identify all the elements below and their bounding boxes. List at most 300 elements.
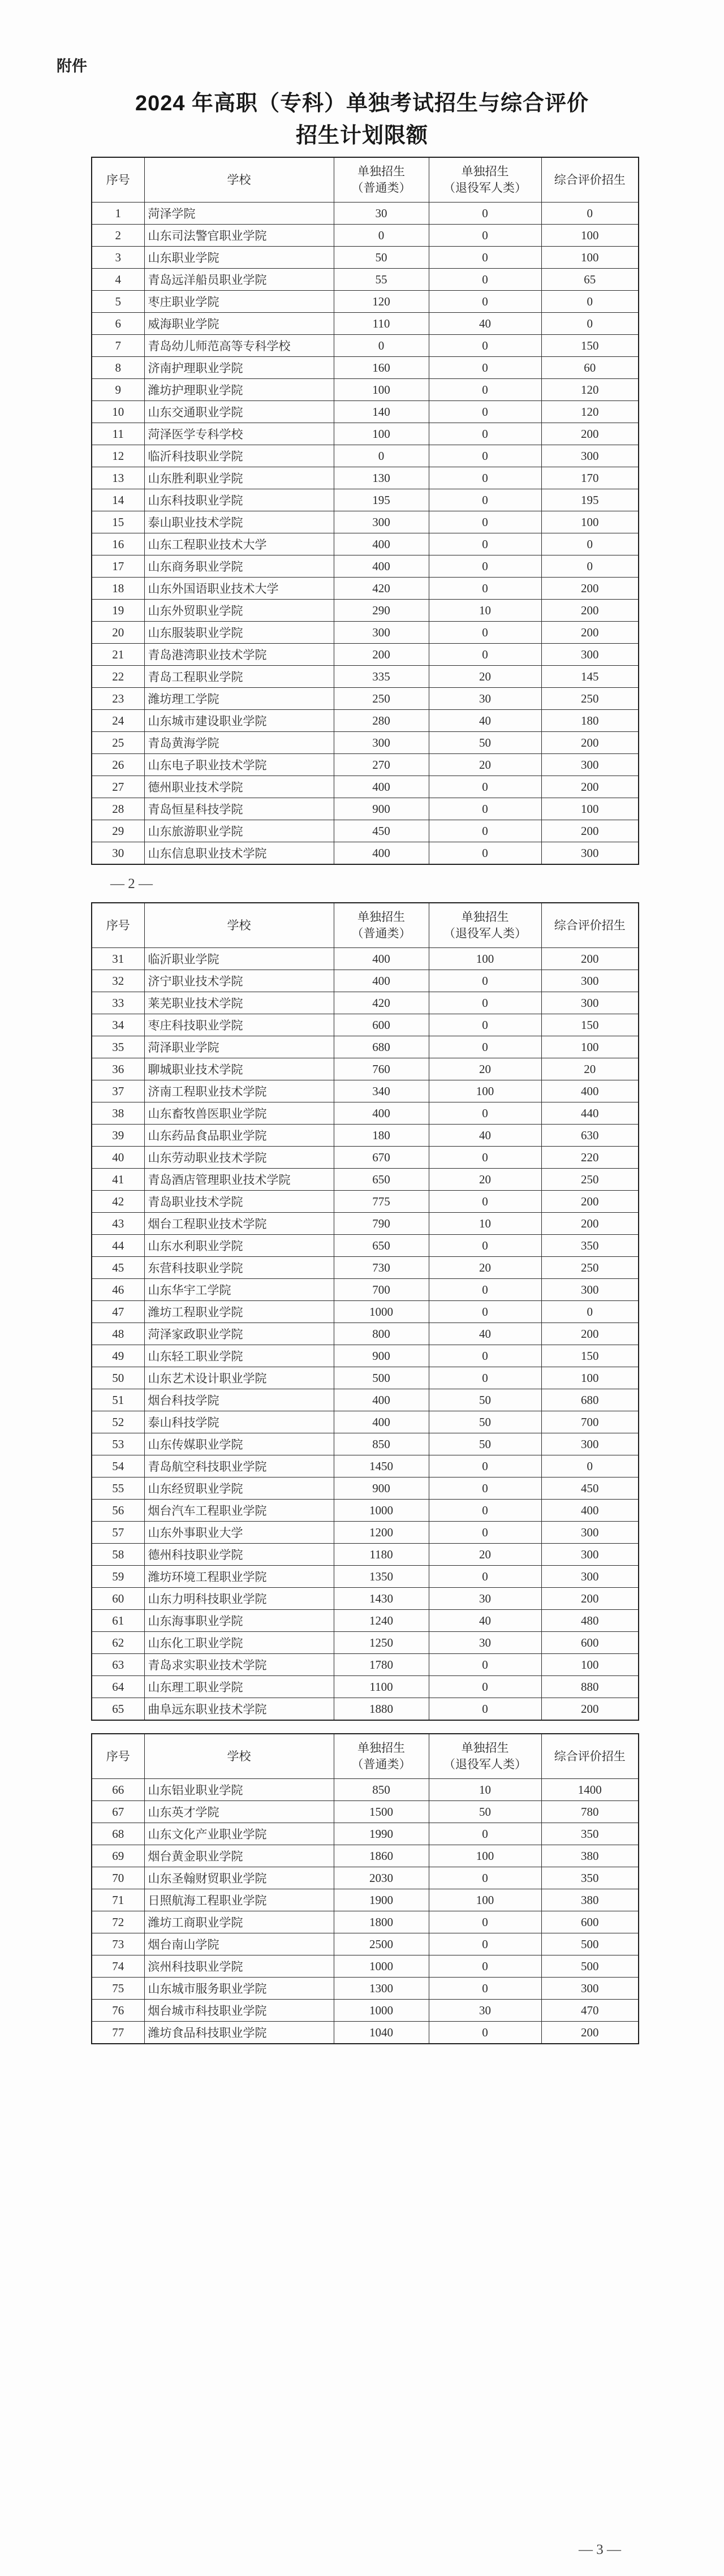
separate-general-cell: 1430	[334, 1588, 429, 1610]
separate-general-cell: 195	[334, 489, 429, 511]
school-name-cell: 山东文化产业职业学院	[144, 1823, 334, 1845]
comprehensive-cell: 380	[541, 1889, 639, 1911]
separate-veteran-cell: 0	[429, 533, 541, 555]
school-name-cell: 青岛远洋船员职业学院	[144, 269, 334, 291]
page-title-line2: 招生计划限额	[295, 124, 428, 148]
separate-veteran-cell: 0	[429, 335, 541, 357]
separate-veteran-cell: 0	[429, 467, 541, 489]
table-row	[92, 1102, 639, 1125]
row-number-cell: 27	[92, 776, 144, 798]
table-row	[92, 948, 639, 970]
table-row	[92, 489, 639, 511]
table-row	[92, 1036, 639, 1058]
row-number-cell: 42	[92, 1191, 144, 1213]
school-name-cell: 烟台科技学院	[144, 1389, 334, 1411]
table-row	[92, 842, 639, 865]
comprehensive-cell: 400	[541, 1080, 639, 1102]
table-row	[92, 511, 639, 533]
school-name-cell: 潍坊理工学院	[144, 688, 334, 710]
table-row	[92, 1867, 639, 1889]
table-row	[92, 992, 639, 1014]
school-name-cell: 山东城市建设职业学院	[144, 710, 334, 732]
comprehensive-cell: 470	[541, 2000, 639, 2022]
table-row	[92, 970, 639, 992]
school-name-cell: 威海职业学院	[144, 313, 334, 335]
comprehensive-cell: 200	[541, 423, 639, 445]
separate-general-cell: 400	[334, 776, 429, 798]
school-name-cell: 菏泽学院	[144, 203, 334, 225]
separate-veteran-cell: 0	[429, 622, 541, 644]
table-row	[92, 1566, 639, 1588]
separate-general-cell: 900	[334, 1477, 429, 1500]
table-row	[92, 1058, 639, 1080]
row-number-cell: 46	[92, 1279, 144, 1301]
comprehensive-cell: 100	[541, 247, 639, 269]
row-number-cell: 25	[92, 732, 144, 754]
separate-veteran-cell: 40	[429, 710, 541, 732]
separate-general-cell: 300	[334, 622, 429, 644]
table-row	[92, 754, 639, 776]
separate-general-cell: 270	[334, 754, 429, 776]
school-name-cell: 潍坊工程职业学院	[144, 1301, 334, 1323]
separate-general-cell: 1780	[334, 1654, 429, 1676]
separate-general-cell: 650	[334, 1235, 429, 1257]
school-name-cell: 潍坊工商职业学院	[144, 1911, 334, 1933]
comprehensive-cell: 200	[541, 820, 639, 842]
row-number-cell: 30	[92, 842, 144, 865]
separate-veteran-cell: 50	[429, 1389, 541, 1411]
plan-table-3	[91, 1733, 639, 2044]
table-row	[92, 600, 639, 622]
row-number-cell: 9	[92, 379, 144, 401]
table-row	[92, 1279, 639, 1301]
header-col-comprehensive: 综合评价招生	[541, 157, 639, 203]
school-name-cell: 曲阜远东职业技术学院	[144, 1698, 334, 1721]
table-row	[92, 1544, 639, 1566]
comprehensive-cell: 880	[541, 1676, 639, 1698]
table-row	[92, 1779, 639, 1801]
comprehensive-cell: 700	[541, 1411, 639, 1433]
comprehensive-cell: 100	[541, 1036, 639, 1058]
header-col-separate-general: 单独招生 （普通类）	[334, 157, 429, 203]
row-number-cell: 68	[92, 1823, 144, 1845]
table-row	[92, 423, 639, 445]
comprehensive-cell: 200	[541, 600, 639, 622]
separate-general-cell: 790	[334, 1213, 429, 1235]
school-name-cell: 青岛港湾职业技术学院	[144, 644, 334, 666]
comprehensive-cell: 220	[541, 1147, 639, 1169]
row-number-cell: 64	[92, 1676, 144, 1698]
comprehensive-cell: 400	[541, 1500, 639, 1522]
header-col-no: 序号	[92, 903, 144, 948]
row-number-cell: 19	[92, 600, 144, 622]
school-name-cell: 山东海事职业学院	[144, 1610, 334, 1632]
separate-veteran-cell: 30	[429, 1588, 541, 1610]
row-number-cell: 3	[92, 247, 144, 269]
school-name-cell: 山东力明科技职业学院	[144, 1588, 334, 1610]
separate-veteran-cell: 0	[429, 445, 541, 467]
comprehensive-cell: 0	[541, 533, 639, 555]
separate-general-cell: 1000	[334, 1301, 429, 1323]
separate-veteran-cell: 40	[429, 313, 541, 335]
table-row	[92, 1477, 639, 1500]
school-name-cell: 青岛工程职业学院	[144, 666, 334, 688]
row-number-cell: 59	[92, 1566, 144, 1588]
separate-veteran-cell: 0	[429, 1654, 541, 1676]
table-row	[92, 622, 639, 644]
comprehensive-cell: 170	[541, 467, 639, 489]
school-name-cell: 山东电子职业技术学院	[144, 754, 334, 776]
attachment-label: 附件	[57, 58, 87, 75]
separate-general-cell: 850	[334, 1779, 429, 1801]
comprehensive-cell: 200	[541, 1698, 639, 1721]
table-row	[92, 467, 639, 489]
row-number-cell: 61	[92, 1610, 144, 1632]
school-name-cell: 德州职业技术学院	[144, 776, 334, 798]
separate-general-cell: 900	[334, 798, 429, 820]
comprehensive-cell: 0	[541, 291, 639, 313]
separate-veteran-cell: 0	[429, 555, 541, 578]
comprehensive-cell: 150	[541, 1345, 639, 1367]
comprehensive-cell: 200	[541, 622, 639, 644]
school-name-cell: 山东职业学院	[144, 247, 334, 269]
comprehensive-cell: 200	[541, 1191, 639, 1213]
separate-veteran-cell: 0	[429, 269, 541, 291]
comprehensive-cell: 300	[541, 970, 639, 992]
row-number-cell: 14	[92, 489, 144, 511]
comprehensive-cell: 200	[541, 578, 639, 600]
row-number-cell: 74	[92, 1955, 144, 1978]
row-number-cell: 7	[92, 335, 144, 357]
school-name-cell: 青岛酒店管理职业技术学院	[144, 1169, 334, 1191]
school-name-cell: 聊城职业技术学院	[144, 1058, 334, 1080]
school-name-cell: 山东劳动职业技术学院	[144, 1147, 334, 1169]
comprehensive-cell: 380	[541, 1845, 639, 1867]
table-row	[92, 445, 639, 467]
row-number-cell: 49	[92, 1345, 144, 1367]
table-row	[92, 1889, 639, 1911]
school-name-cell: 山东畜牧兽医职业学院	[144, 1102, 334, 1125]
table-row	[92, 225, 639, 247]
comprehensive-cell: 65	[541, 269, 639, 291]
row-number-cell: 5	[92, 291, 144, 313]
school-name-cell: 临沂科技职业学院	[144, 445, 334, 467]
separate-general-cell: 0	[334, 225, 429, 247]
table-row	[92, 247, 639, 269]
table-row	[92, 1080, 639, 1102]
comprehensive-cell: 350	[541, 1823, 639, 1845]
school-name-cell: 山东外国语职业技术大学	[144, 578, 334, 600]
row-number-cell: 44	[92, 1235, 144, 1257]
separate-general-cell: 1900	[334, 1889, 429, 1911]
separate-general-cell: 850	[334, 1433, 429, 1455]
table-row	[92, 798, 639, 820]
row-number-cell: 48	[92, 1323, 144, 1345]
separate-veteran-cell: 20	[429, 1058, 541, 1080]
separate-general-cell: 1300	[334, 1978, 429, 2000]
separate-general-cell: 0	[334, 445, 429, 467]
row-number-cell: 77	[92, 2022, 144, 2044]
school-name-cell: 德州科技职业学院	[144, 1544, 334, 1566]
school-name-cell: 枣庄职业学院	[144, 291, 334, 313]
table-row	[92, 291, 639, 313]
separate-veteran-cell: 0	[429, 578, 541, 600]
separate-general-cell: 900	[334, 1345, 429, 1367]
separate-veteran-cell: 0	[429, 1455, 541, 1477]
row-number-cell: 38	[92, 1102, 144, 1125]
row-number-cell: 16	[92, 533, 144, 555]
separate-veteran-cell: 40	[429, 1323, 541, 1345]
separate-veteran-cell: 0	[429, 357, 541, 379]
row-number-cell: 37	[92, 1080, 144, 1102]
school-name-cell: 泰山科技学院	[144, 1411, 334, 1433]
school-name-cell: 山东轻工职业学院	[144, 1345, 334, 1367]
table-row	[92, 335, 639, 357]
separate-general-cell: 775	[334, 1191, 429, 1213]
row-number-cell: 75	[92, 1978, 144, 2000]
school-name-cell: 山东艺术设计职业学院	[144, 1367, 334, 1389]
separate-general-cell: 400	[334, 948, 429, 970]
comprehensive-cell: 0	[541, 555, 639, 578]
row-number-cell: 28	[92, 798, 144, 820]
table-row	[92, 1235, 639, 1257]
table-header-row	[92, 157, 639, 203]
school-name-cell: 潍坊环境工程职业学院	[144, 1566, 334, 1588]
header-col-comprehensive: 综合评价招生	[541, 1734, 639, 1779]
separate-veteran-cell: 30	[429, 2000, 541, 2022]
separate-veteran-cell: 20	[429, 754, 541, 776]
separate-general-cell: 160	[334, 357, 429, 379]
row-number-cell: 51	[92, 1389, 144, 1411]
comprehensive-cell: 100	[541, 798, 639, 820]
table-row	[92, 1632, 639, 1654]
separate-general-cell: 420	[334, 578, 429, 600]
separate-general-cell: 300	[334, 511, 429, 533]
table-row	[92, 1676, 639, 1698]
separate-general-cell: 650	[334, 1169, 429, 1191]
school-name-cell: 山东信息职业技术学院	[144, 842, 334, 865]
separate-general-cell: 300	[334, 732, 429, 754]
separate-general-cell: 100	[334, 379, 429, 401]
row-number-cell: 4	[92, 269, 144, 291]
table-row	[92, 644, 639, 666]
comprehensive-cell: 440	[541, 1102, 639, 1125]
separate-veteran-cell: 0	[429, 489, 541, 511]
separate-veteran-cell: 0	[429, 1911, 541, 1933]
comprehensive-cell: 300	[541, 1522, 639, 1544]
school-name-cell: 青岛幼儿师范高等专科学校	[144, 335, 334, 357]
separate-veteran-cell: 20	[429, 1169, 541, 1191]
table-row	[92, 2022, 639, 2044]
table-row	[92, 820, 639, 842]
school-name-cell: 济南护理职业学院	[144, 357, 334, 379]
separate-general-cell: 680	[334, 1036, 429, 1058]
table-row	[92, 1345, 639, 1367]
header-col-separate-veteran: 单独招生 （退役军人类）	[429, 903, 541, 948]
school-name-cell: 烟台汽车工程职业学院	[144, 1500, 334, 1522]
school-name-cell: 山东英才学院	[144, 1801, 334, 1823]
comprehensive-cell: 100	[541, 511, 639, 533]
separate-general-cell: 110	[334, 313, 429, 335]
table-row	[92, 555, 639, 578]
separate-general-cell: 700	[334, 1279, 429, 1301]
separate-veteran-cell: 0	[429, 291, 541, 313]
comprehensive-cell: 100	[541, 1367, 639, 1389]
table-row	[92, 732, 639, 754]
table-row	[92, 1933, 639, 1955]
table-row	[92, 203, 639, 225]
row-number-cell: 55	[92, 1477, 144, 1500]
comprehensive-cell: 200	[541, 1213, 639, 1235]
separate-veteran-cell: 20	[429, 1544, 541, 1566]
separate-veteran-cell: 0	[429, 1867, 541, 1889]
comprehensive-cell: 350	[541, 1867, 639, 1889]
separate-veteran-cell: 0	[429, 798, 541, 820]
school-name-cell: 山东旅游职业学院	[144, 820, 334, 842]
row-number-cell: 43	[92, 1213, 144, 1235]
row-number-cell: 47	[92, 1301, 144, 1323]
table-row	[92, 2000, 639, 2022]
separate-general-cell: 400	[334, 1389, 429, 1411]
separate-general-cell: 55	[334, 269, 429, 291]
separate-veteran-cell: 0	[429, 1676, 541, 1698]
table-row	[92, 1323, 639, 1345]
school-name-cell: 山东外贸职业学院	[144, 600, 334, 622]
separate-veteran-cell: 10	[429, 600, 541, 622]
header-col-separate-general: 单独招生 （普通类）	[334, 1734, 429, 1779]
header-col-no: 序号	[92, 1734, 144, 1779]
separate-veteran-cell: 0	[429, 1345, 541, 1367]
table-row	[92, 313, 639, 335]
school-name-cell: 临沂职业学院	[144, 948, 334, 970]
comprehensive-cell: 680	[541, 1389, 639, 1411]
row-number-cell: 36	[92, 1058, 144, 1080]
separate-general-cell: 340	[334, 1080, 429, 1102]
comprehensive-cell: 200	[541, 1323, 639, 1345]
separate-veteran-cell: 30	[429, 688, 541, 710]
row-number-cell: 17	[92, 555, 144, 578]
row-number-cell: 76	[92, 2000, 144, 2022]
scanned-document-page	[0, 57, 724, 2576]
table-row	[92, 1014, 639, 1036]
row-number-cell: 52	[92, 1411, 144, 1433]
row-number-cell: 63	[92, 1654, 144, 1676]
row-number-cell: 32	[92, 970, 144, 992]
separate-veteran-cell: 10	[429, 1213, 541, 1235]
separate-veteran-cell: 100	[429, 948, 541, 970]
row-number-cell: 56	[92, 1500, 144, 1522]
separate-general-cell: 1200	[334, 1522, 429, 1544]
school-name-cell: 莱芜职业技术学院	[144, 992, 334, 1014]
comprehensive-cell: 300	[541, 1433, 639, 1455]
school-name-cell: 青岛黄海学院	[144, 732, 334, 754]
separate-veteran-cell: 0	[429, 820, 541, 842]
header-col-separate-general: 单独招生 （普通类）	[334, 903, 429, 948]
school-name-cell: 菏泽家政职业学院	[144, 1323, 334, 1345]
separate-general-cell: 280	[334, 710, 429, 732]
school-name-cell: 滨州科技职业学院	[144, 1955, 334, 1978]
separate-general-cell: 140	[334, 401, 429, 423]
separate-veteran-cell: 0	[429, 247, 541, 269]
comprehensive-cell: 300	[541, 1978, 639, 2000]
comprehensive-cell: 780	[541, 1801, 639, 1823]
table-row	[92, 1978, 639, 2000]
separate-general-cell: 400	[334, 1102, 429, 1125]
separate-general-cell: 1240	[334, 1610, 429, 1632]
school-name-cell: 菏泽职业学院	[144, 1036, 334, 1058]
table-row	[92, 1191, 639, 1213]
comprehensive-cell: 100	[541, 225, 639, 247]
separate-general-cell: 1000	[334, 2000, 429, 2022]
separate-veteran-cell: 0	[429, 992, 541, 1014]
table-row	[92, 1411, 639, 1433]
comprehensive-cell: 350	[541, 1235, 639, 1257]
separate-general-cell: 420	[334, 992, 429, 1014]
comprehensive-cell: 300	[541, 754, 639, 776]
table-row	[92, 1433, 639, 1455]
comprehensive-cell: 150	[541, 335, 639, 357]
table-row	[92, 1455, 639, 1477]
separate-general-cell: 730	[334, 1257, 429, 1279]
separate-general-cell: 335	[334, 666, 429, 688]
comprehensive-cell: 250	[541, 1257, 639, 1279]
separate-general-cell: 500	[334, 1367, 429, 1389]
separate-veteran-cell: 0	[429, 1933, 541, 1955]
separate-general-cell: 50	[334, 247, 429, 269]
comprehensive-cell: 250	[541, 688, 639, 710]
row-number-cell: 58	[92, 1544, 144, 1566]
separate-general-cell: 2030	[334, 1867, 429, 1889]
separate-veteran-cell: 0	[429, 511, 541, 533]
separate-veteran-cell: 100	[429, 1080, 541, 1102]
row-number-cell: 72	[92, 1911, 144, 1933]
school-name-cell: 菏泽医学专科学校	[144, 423, 334, 445]
row-number-cell: 41	[92, 1169, 144, 1191]
separate-veteran-cell: 10	[429, 1779, 541, 1801]
separate-general-cell: 1250	[334, 1632, 429, 1654]
school-name-cell: 青岛求实职业技术学院	[144, 1654, 334, 1676]
school-name-cell: 山东铝业职业学院	[144, 1779, 334, 1801]
separate-veteran-cell: 0	[429, 1522, 541, 1544]
comprehensive-cell: 300	[541, 842, 639, 865]
separate-general-cell: 400	[334, 1411, 429, 1433]
separate-veteran-cell: 0	[429, 970, 541, 992]
row-number-cell: 6	[92, 313, 144, 335]
separate-general-cell: 1860	[334, 1845, 429, 1867]
table-row	[92, 1522, 639, 1544]
school-name-cell: 日照航海工程职业学院	[144, 1889, 334, 1911]
separate-general-cell: 250	[334, 688, 429, 710]
page-title-line1: 2024 年高职（专科）单独考试招生与综合评价	[135, 92, 589, 115]
separate-general-cell: 800	[334, 1323, 429, 1345]
table-row	[92, 1845, 639, 1867]
row-number-cell: 18	[92, 578, 144, 600]
school-name-cell: 山东水利职业学院	[144, 1235, 334, 1257]
table-row	[92, 1500, 639, 1522]
separate-veteran-cell: 20	[429, 1257, 541, 1279]
row-number-cell: 57	[92, 1522, 144, 1544]
school-name-cell: 山东城市服务职业学院	[144, 1978, 334, 2000]
row-number-cell: 8	[92, 357, 144, 379]
comprehensive-cell: 250	[541, 1169, 639, 1191]
comprehensive-cell: 300	[541, 445, 639, 467]
separate-veteran-cell: 20	[429, 666, 541, 688]
comprehensive-cell: 480	[541, 1610, 639, 1632]
row-number-cell: 39	[92, 1125, 144, 1147]
row-number-cell: 12	[92, 445, 144, 467]
row-number-cell: 54	[92, 1455, 144, 1477]
table-row	[92, 269, 639, 291]
